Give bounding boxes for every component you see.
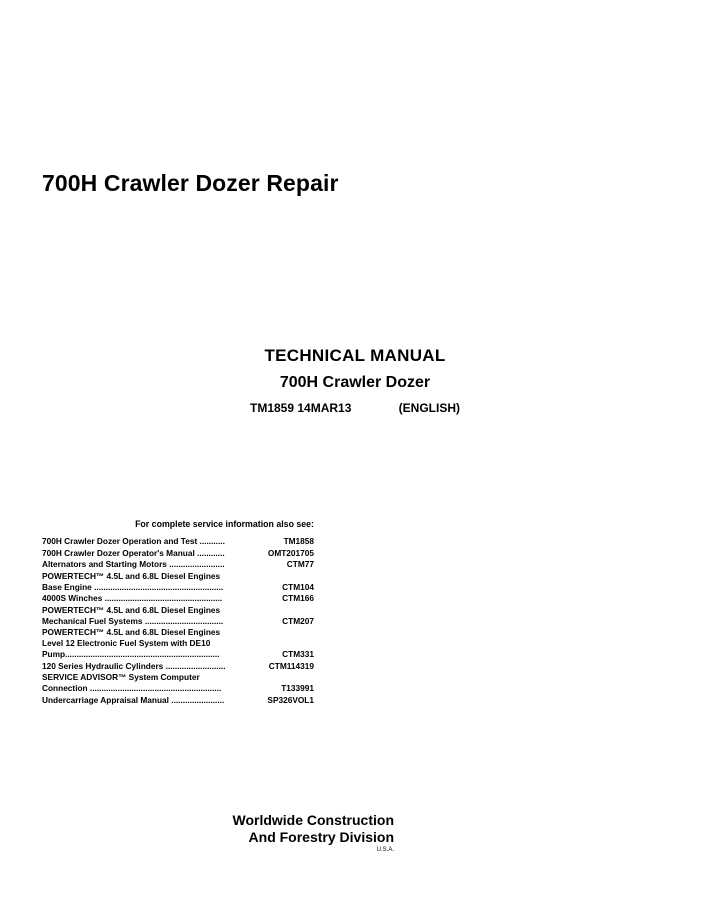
reference-row bbox=[42, 536, 314, 547]
reference-row bbox=[42, 548, 314, 559]
manual-heading: TECHNICAL MANUAL bbox=[264, 346, 446, 365]
reference-code: CTM207 bbox=[282, 615, 314, 626]
reference-title: Alternators and Starting Motors ........................ bbox=[42, 559, 225, 569]
division-country: U.S.A. bbox=[376, 847, 394, 853]
reference-title: 4000S Winches ................................................... bbox=[42, 593, 223, 603]
reference-title: POWERTECH™ 4.5L and 6.8L Diesel Engines Base Engine ........................................................ bbox=[42, 570, 224, 592]
manual-product: 700H Crawler Dozer bbox=[279, 374, 431, 391]
division-line-2: And Forestry Division bbox=[248, 829, 394, 845]
manual-number-line bbox=[250, 401, 460, 415]
document-title: 700H Crawler Dozer Repair bbox=[42, 170, 339, 196]
division-line-1: Worldwide Construction bbox=[232, 812, 394, 828]
reference-code: SP326VOL1 bbox=[267, 694, 314, 705]
reference-code: OMT201705 bbox=[267, 547, 314, 558]
reference-row bbox=[42, 672, 314, 694]
reference-code: CTM114319 bbox=[268, 660, 314, 671]
reference-rows bbox=[42, 536, 314, 706]
reference-code: TM1858 bbox=[283, 536, 314, 546]
reference-code: CTM166 bbox=[282, 593, 314, 603]
division-footer bbox=[232, 812, 394, 854]
reference-title: Undercarriage Appraisal Manual ....................... bbox=[42, 694, 225, 705]
reference-code: CTM104 bbox=[282, 581, 314, 592]
reference-title: POWERTECH™ 4.5L and 6.8L Diesel Engines Mechanical Fuel Systems .................................. bbox=[42, 604, 224, 626]
reference-list-heading: For complete service information also see: bbox=[135, 519, 314, 529]
manual-number-date: TM1859 14MAR13 bbox=[250, 401, 352, 415]
manual-info-block bbox=[250, 346, 460, 415]
reference-list bbox=[42, 519, 314, 706]
reference-row bbox=[42, 593, 314, 604]
reference-row bbox=[42, 605, 314, 627]
reference-row bbox=[42, 571, 314, 593]
reference-row bbox=[42, 661, 314, 672]
manual-language: (ENGLISH) bbox=[398, 401, 460, 415]
reference-row bbox=[42, 695, 314, 706]
reference-row bbox=[42, 627, 314, 660]
reference-code: CTM331 bbox=[282, 649, 314, 659]
reference-title: 120 Series Hydraulic Cylinders .......................... bbox=[42, 660, 226, 671]
reference-title: 700H Crawler Dozer Operator's Manual ............ bbox=[42, 547, 225, 558]
reference-title: 700H Crawler Dozer Operation and Test ........... bbox=[42, 536, 225, 546]
reference-row bbox=[42, 559, 314, 570]
reference-code: T133991 bbox=[281, 683, 314, 693]
reference-code: CTM77 bbox=[286, 559, 314, 569]
reference-title: POWERTECH™ 4.5L and 6.8L Diesel Engines Level 12 Electronic Fuel System with DE10 Pump................................................................... bbox=[42, 627, 221, 659]
reference-title: SERVICE ADVISOR™ System Computer Connection ......................................................... bbox=[42, 672, 222, 693]
